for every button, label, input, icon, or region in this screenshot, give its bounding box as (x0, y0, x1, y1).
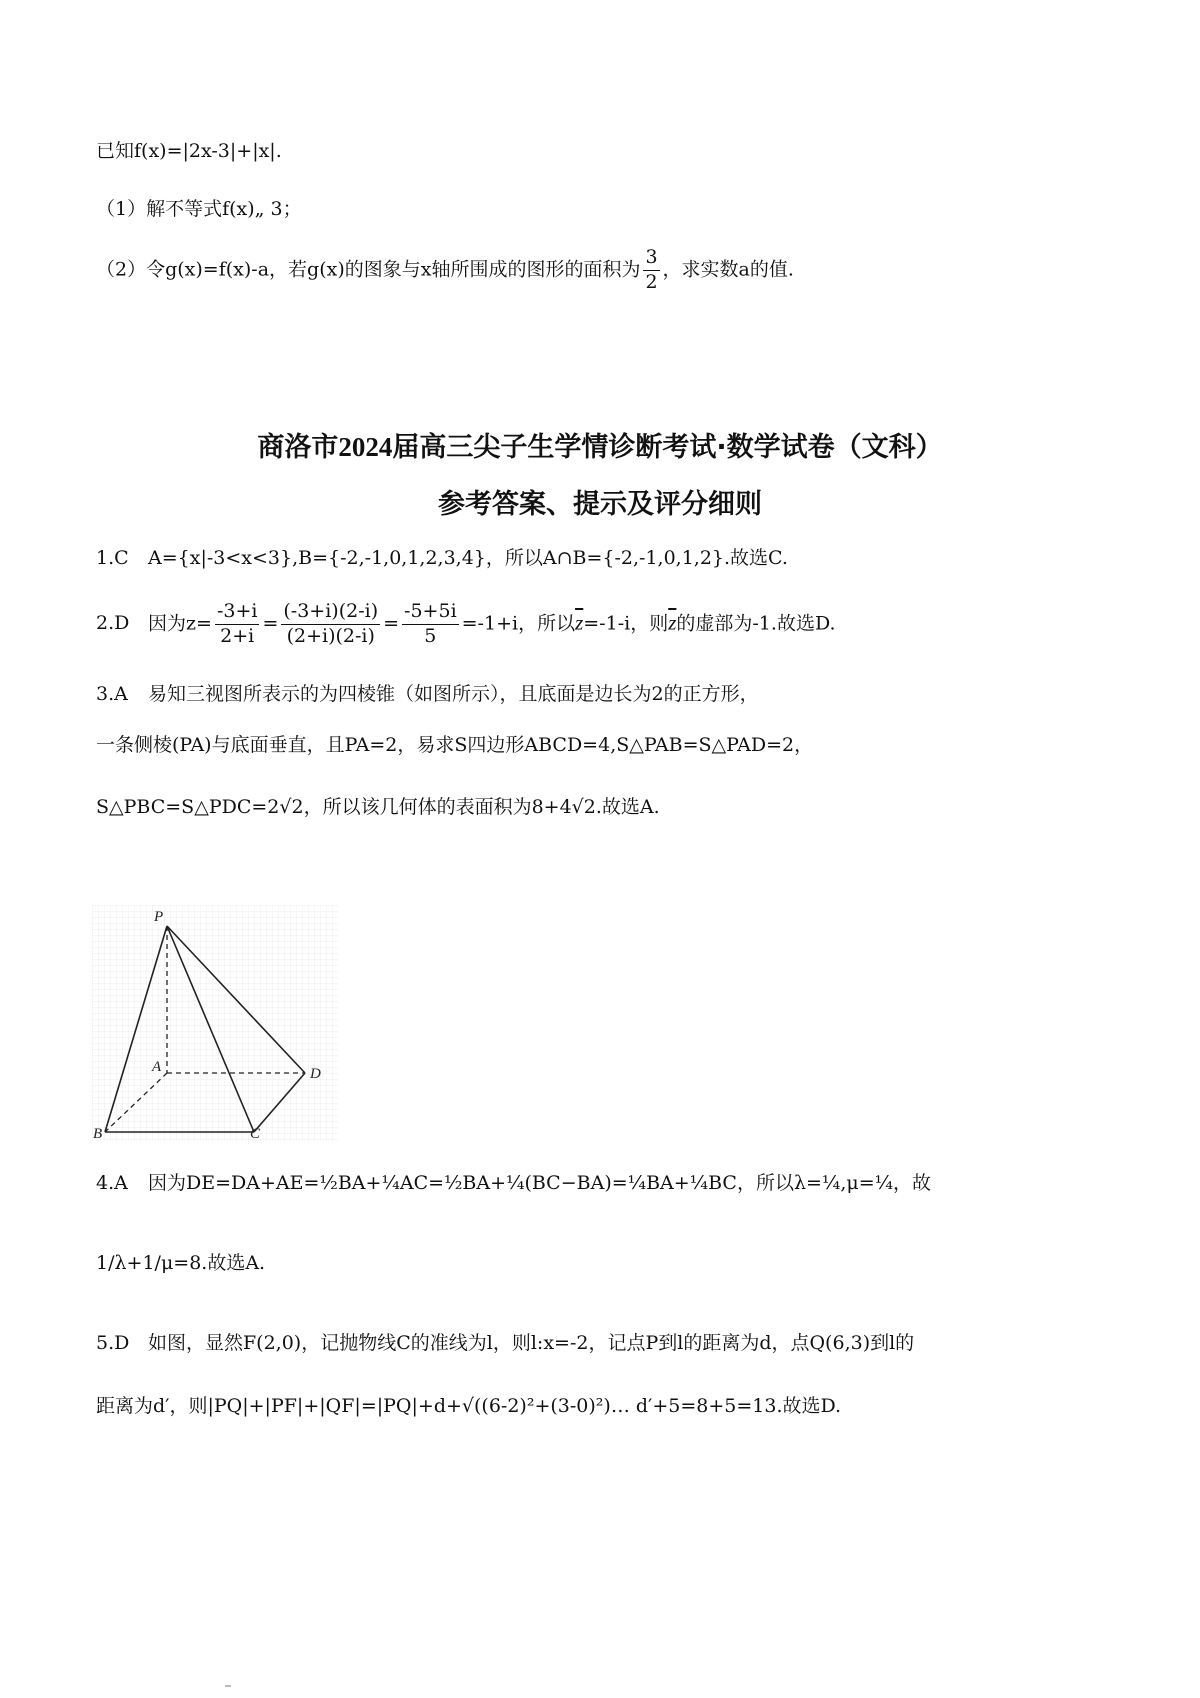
answer-label: 4.A (96, 1172, 128, 1194)
answer-5-line1: 5.D 如图，显然F(2,0)，记抛物线C的准线为l，则l:x=-2，记点P到l的距离为d，点Q(6,3)到l的 (96, 1332, 915, 1354)
vertex-label-a: A (152, 1059, 162, 1075)
grid-background (92, 905, 338, 1141)
vertex-label-c: C (250, 1126, 261, 1141)
answer-1: 1.C A={x|-3<x<3},B={-2,-1,0,1,2,3,4}，所以A∩B={-2,-1,0,1,2}.故选C. (96, 547, 788, 569)
answer-3-line1: 3.A 易知三视图所表示的为四棱锥（如图所示），且底面是边长为2的正方形， (96, 683, 759, 705)
answer-label: 2.D (96, 612, 130, 635)
area-fraction: $\frac{3}{2}$ (645, 246, 658, 293)
answer-4-line2: 1/λ+1/μ=8.故选A. (96, 1252, 266, 1274)
answer-3-line3: S△PBC=S△PDC=2√2，所以该几何体的表面积为8+4√2.故选A. (96, 796, 660, 818)
exam-title: 商洛市2024届高三尖子生学情诊断考试·数学试卷（文科） (257, 432, 943, 463)
vertex-label-p: P (154, 909, 164, 925)
pyramid-diagram (92, 905, 338, 1141)
page-mark (225, 1685, 231, 1687)
vertex-label-d: D (310, 1066, 321, 1082)
answer-subtitle: 参考答案、提示及评分细则 (438, 489, 762, 520)
answer-2: 2.D 因为z= $\frac{-3+i}{2+i}$ = $\frac{(-3+i)(2-i)}{(2+i)(2-i)}$ = $\frac{-5+5i}{5}$ =-1+i，所以$\overline{z}=-1-i$，则$\overline{z}$的虚部为-1.故选D. (96, 600, 836, 647)
pyramid-figure (92, 905, 338, 1141)
fraction: $\frac{-5+5i}{5}$ (404, 600, 457, 647)
fraction: $\frac{-3+i}{2+i}$ (216, 600, 258, 647)
fraction: $\frac{(-3+i)(2-i)}{(2+i)(2-i)}$ (283, 600, 379, 647)
answer-label: 1.C (96, 547, 129, 569)
answer-label: 3.A (96, 683, 128, 705)
vertex-label-b: B (93, 1126, 103, 1141)
answer-5-line2: 距离为d′，则|PQ|+|PF|+|QF|=|PQ|+d+√((6-2)²+(3-0)²)… d′+5=8+5=13.故选D. (96, 1395, 842, 1417)
answer-4-line1: 4.A 因为DE=DA+AE=½BA+¼AC=½BA+¼(BC−BA)=¼BA+¼BC，所以λ=¼,μ=¼，故 (96, 1172, 932, 1194)
answer-label: 5.D (96, 1332, 130, 1354)
problem-part1: （1）解不等式f(x)„ 3； (96, 198, 302, 220)
problem-part2 (96, 246, 794, 295)
problem-intro: 已知f(x)=|2x-3|+|x|. (96, 140, 282, 162)
problem-part2-text: （2）令g(x)=f(x)-a，若g(x)的图象与x轴所围成的图形的面积为 (96, 258, 641, 281)
problem-part2-end: ，求实数a的值. (662, 258, 794, 281)
answer-3-line2: 一条侧棱(PA)与底面垂直，且PA=2，易求S四边形ABCD=4,S△PAB=S△PAD=2， (96, 734, 814, 756)
